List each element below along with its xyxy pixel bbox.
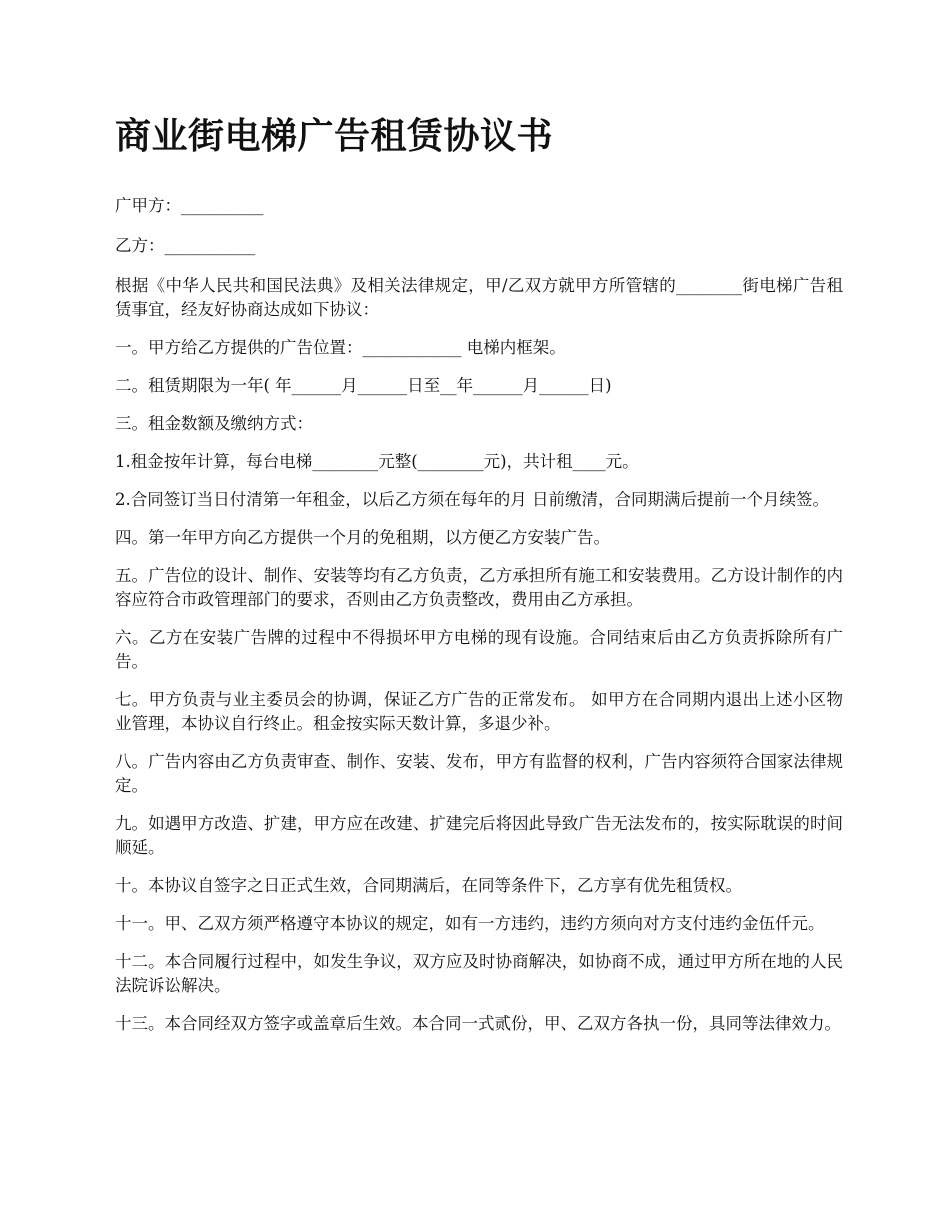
clause-5: 五。广告位的设计、制作、安装等均有乙方负责，乙方承担所有施工和安装费用。乙方设计制作的内容应符合市政管理部门的要求，否则由乙方负责整改，费用由乙方承担。 [115, 566, 843, 609]
clause-6: 六。乙方在安装广告牌的过程中不得损坏甲方电梯的现有设施。合同结束后由乙方负责拆除所有广告。 [115, 628, 843, 671]
clause-1: 一。甲方给乙方提供的广告位置：____________ 电梯内框架。 [115, 338, 566, 357]
clause-9: 九。如遇甲方改造、扩建，甲方应在改建、扩建完后将因此导致广告无法发布的，按实际耽误的时间顺延。 [115, 814, 843, 857]
clause-3-item-2: 2.合同签订当日付清第一年租金，以后乙方须在每年的月 日前缴清，合同期满后提前一个月续签。 [115, 490, 829, 509]
party-b-line: 乙方：___________ [115, 236, 256, 255]
document-title: 商业街电梯广告租赁协议书 [115, 116, 554, 157]
clause-8: 八。广告内容由乙方负责审查、制作、安装、发布，甲方有监督的权利，广告内容须符合国家法律规定。 [115, 752, 843, 795]
clause-4: 四。第一年甲方向乙方提供一个月的免租期，以方便乙方安装广告。 [115, 528, 610, 547]
intro-paragraph: 根据《中华人民共和国民法典》及相关法律规定，甲/乙双方就甲方所管辖的________街电梯广告租赁事宜，经友好协商达成如下协议： [115, 276, 843, 319]
clause-3: 三。租金数额及缴纳方式： [115, 414, 313, 433]
document-page [115, 112, 843, 1050]
party-a-line: 广甲方：__________ [115, 196, 264, 215]
clause-2: 二。租赁期限为一年( 年______月______日至__年______月______日) [115, 376, 612, 395]
clause-13: 十三。本合同经双方签字或盖章后生效。本合同一式贰份，甲、乙双方各执一份，具同等法律效力。 [115, 1014, 841, 1033]
clause-12: 十二。本合同履行过程中，如发生争议，双方应及时协商解决，如协商不成，通过甲方所在地的人民法院诉讼解决。 [115, 952, 843, 995]
clause-7: 七。甲方负责与业主委员会的协调，保证乙方广告的正常发布。 如甲方在合同期内退出上述小区物业管理，本协议自行终止。租金按实际天数计算，多退少补。 [115, 690, 843, 733]
clause-3-item-1: 1.租金按年计算，每台电梯________元整(________元)，共计租____元。 [115, 452, 639, 471]
clause-11: 十一。甲、乙双方须严格遵守本协议的规定，如有一方违约，违约方须向对方支付违约金伍仟元。 [115, 914, 825, 933]
clause-10: 十。本协议自签字之日正式生效，合同期满后，在同等条件下，乙方享有优先租赁权。 [115, 876, 742, 895]
